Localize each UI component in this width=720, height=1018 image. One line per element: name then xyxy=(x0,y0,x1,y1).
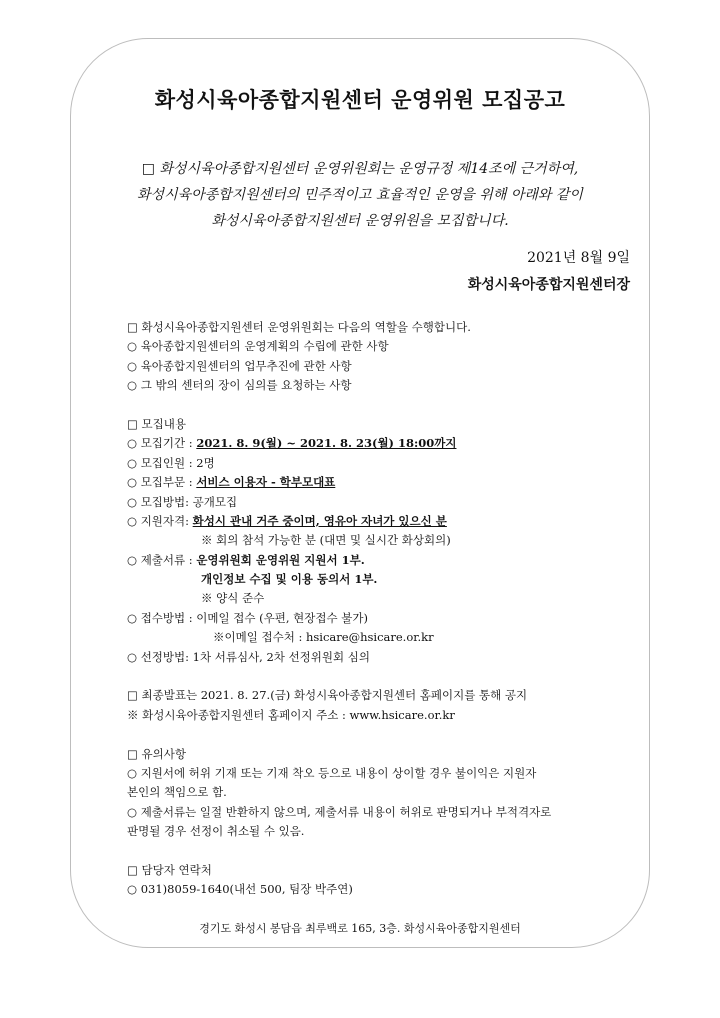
recruit-qualification-note: ※ 회의 참석 가능한 분 (대면 및 실시간 화상회의) xyxy=(201,533,451,548)
announce-homepage: ※ 화성시육아종합지원센터 홈페이지 주소 : www.hsicare.or.kr xyxy=(127,707,455,722)
role-item: ○ 육아종합지원센터의 운영계획의 수립에 관한 사항 xyxy=(127,339,389,354)
notice-body xyxy=(127,318,607,900)
notice-date: 2021년 8월 9일 xyxy=(527,250,630,266)
contact-header: □ 담당자 연락처 xyxy=(127,862,212,877)
recruit-qualification-value: 화성시 관내 거주 중이며, 영유아 자녀가 있으신 분 xyxy=(192,513,447,528)
recruit-category-label: ○ 모집부문 : xyxy=(127,475,197,490)
recruit-selection: ○ 선정방법: 1차 서류심사, 2차 선정위원회 심의 xyxy=(127,649,370,664)
recruit-qualification xyxy=(127,512,607,531)
intro-line: 화성시육아종합지원센터 운영위원을 모집합니다. xyxy=(211,213,509,229)
notes-line: 본인의 책임으로 함. xyxy=(127,785,227,800)
footer-address: 경기도 화성시 봉담읍 최루백로 165, 3층. 화성시육아종합지원센터 xyxy=(199,922,521,935)
recruit-count: ○ 모집인원 : 2명 xyxy=(127,455,215,470)
roles-header: □ 화성시육아종합지원센터 운영위원회는 다음의 역할을 수행합니다. xyxy=(127,320,471,334)
recruit-period xyxy=(127,434,607,453)
page-title: 화성시육아종합지원센터 운영위원 모집공고 xyxy=(154,87,566,112)
recruit-period-value: 2021. 8. 9(월) ~ 2021. 8. 23(월) 18:00까지 xyxy=(196,436,457,451)
notes-line: 판명될 경우 선정이 취소될 수 있음. xyxy=(127,824,305,839)
notes-header: □ 유의사항 xyxy=(127,746,186,761)
recruit-header: □ 모집내용 xyxy=(127,416,186,431)
recruit-documents xyxy=(127,551,607,570)
recruit-documents-value: 운영위원회 운영위원 지원서 1부. xyxy=(196,552,365,567)
recruit-documents-note: ※ 양식 준수 xyxy=(201,591,265,606)
role-item: ○ 육아종합지원센터의 업무추진에 관한 사항 xyxy=(127,358,352,373)
recruit-qualification-label: ○ 지원자격: xyxy=(127,513,193,528)
recruit-submit: ○ 접수방법 : 이메일 접수 (우편, 현장접수 불가) xyxy=(127,610,368,625)
intro-paragraph xyxy=(100,156,620,234)
recruit-period-label: ○ 모집기간 : xyxy=(127,436,197,451)
signer: 화성시육아종합지원센터장 xyxy=(467,277,630,293)
recruit-documents-value-2: 개인정보 수집 및 이용 동의서 1부. xyxy=(201,572,378,587)
recruit-category xyxy=(127,473,607,492)
recruit-category-value: 서비스 이용자 - 학부모대표 xyxy=(196,475,336,490)
recruit-email: ※이메일 접수처 : hsicare@hsicare.or.kr xyxy=(213,630,434,645)
intro-line: □ 화성시육아종합지원센터 운영위원회는 운영규정 제14조에 근거하여, xyxy=(141,161,579,177)
recruit-method: ○ 모집방법: 공개모집 xyxy=(127,494,238,509)
contact-phone: ○ 031)8059-1640(내선 500, 팀장 박주연) xyxy=(127,882,353,897)
intro-line: 화성시육아종합지원센터의 민주적이고 효율적인 운영을 위해 아래와 같이 xyxy=(137,187,583,203)
recruit-documents-label: ○ 제출서류 : xyxy=(127,552,197,567)
announce-line: □ 최종발표는 2021. 8. 27.(금) 화성시육아종합지원센터 홈페이지를 통해 공지 xyxy=(127,688,528,703)
notes-line: ○ 제출서류는 일절 반환하지 않으며, 제출서류 내용이 허위로 판명되거나 부적격자로 xyxy=(127,804,552,819)
role-item: ○ 그 밖의 센터의 장이 심의를 요청하는 사항 xyxy=(127,378,352,393)
notes-line: ○ 지원서에 허위 기재 또는 기재 착오 등으로 내용이 상이할 경우 불이익은 지원자 xyxy=(127,765,537,780)
